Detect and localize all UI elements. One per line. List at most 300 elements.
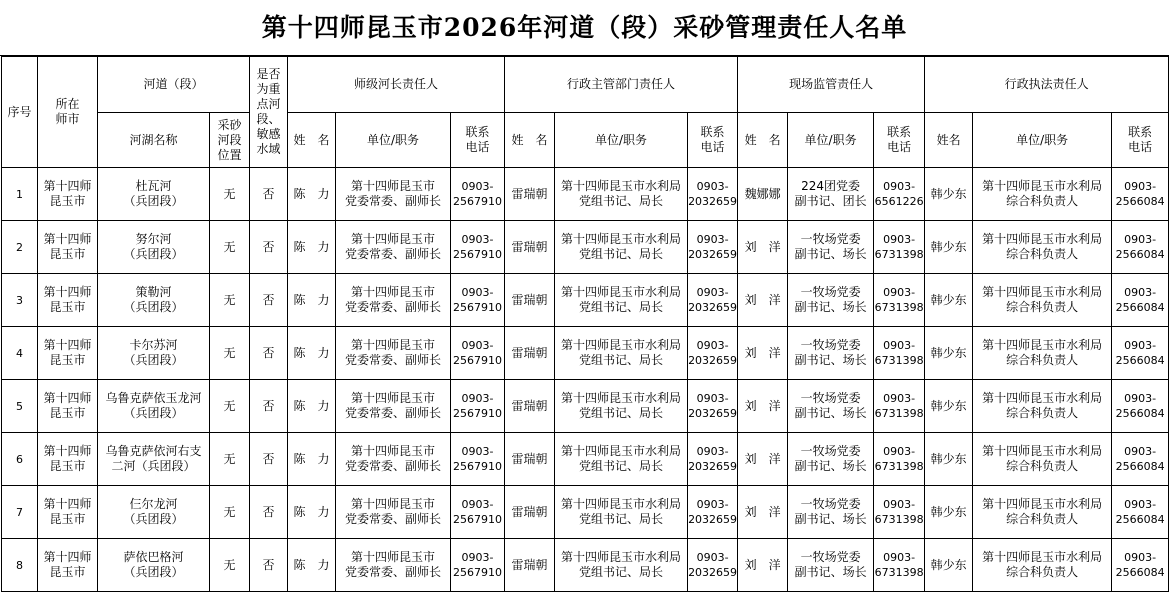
header-city-line: 所在 <box>55 97 80 111</box>
cell-river-line: 卡尔苏河 <box>129 338 178 352</box>
cell-city-line: 昆玉市 <box>49 194 86 208</box>
cell-site-unit <box>788 168 874 221</box>
cell-phone-line: 0903- <box>1124 551 1157 564</box>
cell-phone-line: 6731398 <box>874 248 924 261</box>
cell-river-line: （兵团段） <box>123 300 184 314</box>
cell-unit-line: 第十四师昆玉市水利局 <box>561 497 682 511</box>
cell-unit-line: 综合科负责人 <box>1006 247 1079 261</box>
cell-seq: 5 <box>2 380 38 433</box>
cell-unit-line: 综合科负责人 <box>1006 565 1079 579</box>
cell-admin-phone <box>688 327 738 380</box>
cell-city <box>38 168 98 221</box>
cell-admin-phone <box>688 168 738 221</box>
cell-unit-line: 党组书记、局长 <box>579 353 664 367</box>
cell-phone-line: 2567910 <box>453 354 503 367</box>
cell-city-line: 第十四师 <box>43 391 92 405</box>
cell-seq: 3 <box>2 274 38 327</box>
cell-phone-line: 0903- <box>461 392 494 405</box>
cell-phone-line: 0903- <box>883 551 916 564</box>
cell-key-section: 否 <box>250 539 288 592</box>
cell-seq: 7 <box>2 486 38 539</box>
cell-unit-line: 党委常委、副师长 <box>345 353 442 367</box>
cell-unit-line: 党委常委、副师长 <box>345 247 442 261</box>
cell-unit-line: 第十四师昆玉市水利局 <box>982 285 1103 299</box>
cell-city-line: 昆玉市 <box>49 512 86 526</box>
cell-law-phone <box>1112 380 1169 433</box>
cell-city-line: 昆玉市 <box>49 406 86 420</box>
cell-chief-name: 陈 力 <box>288 327 336 380</box>
cell-law-name: 韩少东 <box>925 274 973 327</box>
cell-unit-line: 党委常委、副师长 <box>345 512 442 526</box>
cell-unit-line: 第十四师昆玉市水利局 <box>561 391 682 405</box>
cell-phone-line: 2032659 <box>688 195 738 208</box>
cell-chief-name: 陈 力 <box>288 168 336 221</box>
cell-chief-unit <box>336 433 451 486</box>
cell-unit-line: 党委常委、副师长 <box>345 194 442 208</box>
cell-unit-line: 第十四师昆玉市水利局 <box>982 338 1103 352</box>
cell-river <box>98 221 210 274</box>
cell-phone-line: 2566084 <box>1115 195 1165 208</box>
cell-river-line: 杜瓦河 <box>135 179 172 193</box>
cell-law-phone <box>1112 539 1169 592</box>
cell-site-unit <box>788 327 874 380</box>
header-key-line: 段、 <box>256 112 281 126</box>
cell-chief-unit <box>336 327 451 380</box>
cell-phone-line: 2567910 <box>453 301 503 314</box>
table-row <box>2 168 1169 221</box>
cell-phone-line: 0903- <box>1124 392 1157 405</box>
cell-law-name: 韩少东 <box>925 168 973 221</box>
cell-river <box>98 539 210 592</box>
cell-chief-unit <box>336 486 451 539</box>
header-key-line: 水域 <box>256 142 281 156</box>
cell-unit-line: 一牧场党委 <box>800 550 861 564</box>
cell-phone-line: 6731398 <box>874 460 924 473</box>
cell-admin-name: 雷瑞朝 <box>505 274 555 327</box>
cell-site-unit <box>788 486 874 539</box>
cell-phone-line: 2032659 <box>688 354 738 367</box>
cell-city-line: 第十四师 <box>43 179 92 193</box>
cell-phone-line: 6731398 <box>874 407 924 420</box>
cell-admin-name: 雷瑞朝 <box>505 380 555 433</box>
cell-site-name: 刘 洋 <box>738 539 788 592</box>
cell-unit-line: 一牧场党委 <box>800 232 861 246</box>
cell-law-name: 韩少东 <box>925 433 973 486</box>
cell-city <box>38 380 98 433</box>
cell-chief-unit <box>336 221 451 274</box>
cell-unit-line: 224团党委 <box>801 179 861 193</box>
cell-city <box>38 486 98 539</box>
cell-chief-phone <box>451 327 505 380</box>
cell-unit-line: 综合科负责人 <box>1006 300 1079 314</box>
header-key-line: 为重 <box>256 82 281 96</box>
header-phone-line: 电话 <box>700 140 725 154</box>
cell-phone-line: 0903- <box>696 180 729 193</box>
table-row <box>2 221 1169 274</box>
cell-phone-line: 2567910 <box>453 460 503 473</box>
table-row <box>2 380 1169 433</box>
table-body <box>2 168 1169 592</box>
cell-phone-line: 2032659 <box>688 407 738 420</box>
cell-city-line: 昆玉市 <box>49 459 86 473</box>
cell-chief-name: 陈 力 <box>288 274 336 327</box>
cell-admin-name: 雷瑞朝 <box>505 168 555 221</box>
header-site-group: 现场监管责任人 <box>738 57 925 113</box>
cell-site-unit <box>788 433 874 486</box>
cell-phone-line: 0903- <box>1124 445 1157 458</box>
cell-unit-line: 综合科负责人 <box>1006 353 1079 367</box>
cell-chief-phone <box>451 539 505 592</box>
cell-unit-line: 综合科负责人 <box>1006 459 1079 473</box>
cell-phone-line: 2032659 <box>688 301 738 314</box>
cell-phone-line: 2566084 <box>1115 513 1165 526</box>
cell-phone-line: 6731398 <box>874 566 924 579</box>
cell-phone-line: 2567910 <box>453 407 503 420</box>
cell-river <box>98 168 210 221</box>
cell-phone-line: 0903- <box>696 286 729 299</box>
cell-unit-line: 第十四师昆玉市水利局 <box>561 338 682 352</box>
cell-phone-line: 0903- <box>696 392 729 405</box>
cell-unit-line: 副书记、场长 <box>794 512 867 526</box>
cell-admin-phone <box>688 433 738 486</box>
cell-city-line: 第十四师 <box>43 285 92 299</box>
header-site-phone <box>874 113 925 168</box>
cell-phone-line: 0903- <box>883 233 916 246</box>
cell-site-name: 刘 洋 <box>738 486 788 539</box>
cell-key-section: 否 <box>250 327 288 380</box>
cell-city-line: 第十四师 <box>43 444 92 458</box>
cell-unit-line: 党组书记、局长 <box>579 300 664 314</box>
cell-phone-line: 0903- <box>883 180 916 193</box>
cell-chief-phone <box>451 433 505 486</box>
cell-site-unit <box>788 539 874 592</box>
cell-admin-unit <box>555 433 688 486</box>
cell-site-phone <box>874 274 925 327</box>
cell-river-line: 努尔河 <box>135 232 172 246</box>
cell-phone-line: 0903- <box>696 339 729 352</box>
cell-river-line: 乌鲁克萨依玉龙河 <box>105 391 202 405</box>
cell-seq: 8 <box>2 539 38 592</box>
cell-phone-line: 0903- <box>696 233 729 246</box>
cell-admin-unit <box>555 221 688 274</box>
cell-seq: 4 <box>2 327 38 380</box>
header-admin-phone <box>688 113 738 168</box>
header-river-name: 河湖名称 <box>98 113 210 168</box>
cell-unit-line: 第十四师昆玉市 <box>351 179 436 193</box>
cell-law-phone <box>1112 433 1169 486</box>
cell-river <box>98 327 210 380</box>
cell-phone-line: 6731398 <box>874 301 924 314</box>
cell-phone-line: 2567910 <box>453 195 503 208</box>
cell-mining-pos: 无 <box>210 327 250 380</box>
header-law-phone <box>1112 113 1169 168</box>
header-chief-phone <box>451 113 505 168</box>
cell-unit-line: 第十四师昆玉市 <box>351 338 436 352</box>
cell-unit-line: 第十四师昆玉市水利局 <box>982 550 1103 564</box>
cell-admin-name: 雷瑞朝 <box>505 433 555 486</box>
header-admin-group: 行政主管部门责任人 <box>505 57 738 113</box>
cell-site-name: 刘 洋 <box>738 327 788 380</box>
cell-site-phone <box>874 486 925 539</box>
cell-phone-line: 2032659 <box>688 460 738 473</box>
cell-unit-line: 党组书记、局长 <box>579 565 664 579</box>
header-river-group: 河道（段） <box>98 57 250 113</box>
cell-river <box>98 380 210 433</box>
cell-unit-line: 综合科负责人 <box>1006 194 1079 208</box>
cell-unit-line: 第十四师昆玉市 <box>351 285 436 299</box>
cell-unit-line: 第十四师昆玉市水利局 <box>561 232 682 246</box>
cell-site-name: 刘 洋 <box>738 221 788 274</box>
cell-phone-line: 2566084 <box>1115 460 1165 473</box>
cell-phone-line: 2032659 <box>688 513 738 526</box>
header-chief-name: 姓 名 <box>288 113 336 168</box>
cell-mining-pos: 无 <box>210 433 250 486</box>
cell-unit-line: 副书记、场长 <box>794 353 867 367</box>
header-pos-line: 采砂 <box>217 117 242 132</box>
cell-unit-line: 一牧场党委 <box>800 497 861 511</box>
cell-chief-name: 陈 力 <box>288 433 336 486</box>
header-site-name: 姓 名 <box>738 113 788 168</box>
header-pos-line: 位置 <box>217 147 242 162</box>
header-law-group: 行政执法责任人 <box>925 57 1169 113</box>
cell-unit-line: 副书记、场长 <box>794 247 867 261</box>
cell-chief-unit <box>336 380 451 433</box>
cell-chief-name: 陈 力 <box>288 486 336 539</box>
header-phone-line: 电话 <box>1128 140 1153 154</box>
cell-phone-line: 2032659 <box>688 566 738 579</box>
header-key-section <box>250 57 288 168</box>
cell-city-line: 第十四师 <box>43 550 92 564</box>
cell-unit-line: 第十四师昆玉市 <box>351 550 436 564</box>
cell-phone-line: 2567910 <box>453 513 503 526</box>
cell-unit-line: 党委常委、副师长 <box>345 406 442 420</box>
cell-chief-phone <box>451 380 505 433</box>
cell-unit-line: 副书记、场长 <box>794 565 867 579</box>
header-phone-line: 联系 <box>1128 125 1153 139</box>
cell-phone-line: 0903- <box>883 286 916 299</box>
cell-phone-line: 0903- <box>461 180 494 193</box>
cell-unit-line: 第十四师昆玉市水利局 <box>561 179 682 193</box>
cell-river <box>98 433 210 486</box>
cell-unit-line: 党组书记、局长 <box>579 512 664 526</box>
cell-phone-line: 2032659 <box>688 248 738 261</box>
cell-unit-line: 第十四师昆玉市 <box>351 232 436 246</box>
cell-unit-line: 综合科负责人 <box>1006 406 1079 420</box>
cell-admin-unit <box>555 168 688 221</box>
cell-phone-line: 2566084 <box>1115 354 1165 367</box>
cell-admin-phone <box>688 380 738 433</box>
header-city-line: 师市 <box>55 112 80 126</box>
cell-key-section: 否 <box>250 433 288 486</box>
cell-law-phone <box>1112 274 1169 327</box>
cell-law-unit <box>973 486 1112 539</box>
header-law-name: 姓名 <box>925 113 973 168</box>
cell-phone-line: 0903- <box>1124 180 1157 193</box>
cell-unit-line: 第十四师昆玉市水利局 <box>561 550 682 564</box>
cell-unit-line: 党组书记、局长 <box>579 459 664 473</box>
cell-unit-line: 副书记、场长 <box>794 406 867 420</box>
cell-law-name: 韩少东 <box>925 221 973 274</box>
cell-river-line: 萨依巴格河 <box>123 550 184 564</box>
cell-phone-line: 0903- <box>883 445 916 458</box>
cell-phone-line: 0903- <box>1124 498 1157 511</box>
cell-chief-unit <box>336 539 451 592</box>
cell-mining-pos: 无 <box>210 168 250 221</box>
cell-site-phone <box>874 168 925 221</box>
cell-admin-phone <box>688 274 738 327</box>
cell-chief-unit <box>336 168 451 221</box>
cell-unit-line: 第十四师昆玉市水利局 <box>982 444 1103 458</box>
cell-river-line: （兵团段） <box>123 194 184 208</box>
header-seq: 序号 <box>2 57 38 168</box>
cell-chief-unit <box>336 274 451 327</box>
cell-seq: 6 <box>2 433 38 486</box>
cell-phone-line: 0903- <box>461 445 494 458</box>
cell-phone-line: 2566084 <box>1115 566 1165 579</box>
cell-chief-name: 陈 力 <box>288 539 336 592</box>
cell-key-section: 否 <box>250 168 288 221</box>
cell-phone-line: 0903- <box>883 498 916 511</box>
cell-phone-line: 0903- <box>883 392 916 405</box>
cell-phone-line: 0903- <box>461 286 494 299</box>
header-city <box>38 57 98 168</box>
cell-phone-line: 0903- <box>696 551 729 564</box>
cell-law-unit <box>973 539 1112 592</box>
cell-city-line: 昆玉市 <box>49 247 86 261</box>
cell-mining-pos: 无 <box>210 380 250 433</box>
cell-mining-pos: 无 <box>210 539 250 592</box>
cell-law-unit <box>973 274 1112 327</box>
header-phone-line: 电话 <box>465 140 490 154</box>
cell-city-line: 昆玉市 <box>49 300 86 314</box>
cell-chief-name: 陈 力 <box>288 221 336 274</box>
cell-phone-line: 0903- <box>461 551 494 564</box>
cell-admin-name: 雷瑞朝 <box>505 539 555 592</box>
header-key-line: 敏感 <box>256 127 281 141</box>
cell-key-section: 否 <box>250 221 288 274</box>
cell-unit-line: 第十四师昆玉市水利局 <box>982 232 1103 246</box>
cell-city <box>38 274 98 327</box>
cell-law-phone <box>1112 486 1169 539</box>
cell-mining-pos: 无 <box>210 486 250 539</box>
cell-unit-line: 党组书记、局长 <box>579 194 664 208</box>
cell-city-line: 第十四师 <box>43 232 92 246</box>
cell-site-name: 魏娜娜 <box>738 168 788 221</box>
cell-phone-line: 0903- <box>696 445 729 458</box>
cell-phone-line: 0903- <box>696 498 729 511</box>
cell-city <box>38 433 98 486</box>
cell-city-line: 昆玉市 <box>49 565 86 579</box>
cell-site-name: 刘 洋 <box>738 380 788 433</box>
cell-chief-phone <box>451 274 505 327</box>
cell-admin-unit <box>555 274 688 327</box>
cell-river-line: （兵团段） <box>123 353 184 367</box>
cell-chief-phone <box>451 168 505 221</box>
cell-phone-line: 0903- <box>883 339 916 352</box>
cell-phone-line: 0903- <box>1124 233 1157 246</box>
cell-river-line: （兵团段） <box>123 406 184 420</box>
header-mining-pos <box>210 113 250 168</box>
cell-river-line: 策勒河 <box>135 285 172 299</box>
cell-city <box>38 539 98 592</box>
cell-key-section: 否 <box>250 380 288 433</box>
cell-phone-line: 0903- <box>1124 286 1157 299</box>
cell-admin-unit <box>555 486 688 539</box>
cell-river-line: 二河（兵团段） <box>111 459 196 473</box>
cell-unit-line: 副书记、团长 <box>794 194 867 208</box>
cell-city-line: 昆玉市 <box>49 353 86 367</box>
cell-law-name: 韩少东 <box>925 486 973 539</box>
cell-unit-line: 第十四师昆玉市 <box>351 497 436 511</box>
cell-mining-pos: 无 <box>210 221 250 274</box>
header-chief-group: 师级河长责任人 <box>288 57 505 113</box>
cell-city <box>38 221 98 274</box>
cell-phone-line: 2566084 <box>1115 248 1165 261</box>
header-chief-unit: 单位/职务 <box>336 113 451 168</box>
cell-phone-line: 0903- <box>461 498 494 511</box>
cell-unit-line: 副书记、场长 <box>794 300 867 314</box>
cell-river-line: （兵团段） <box>123 512 184 526</box>
cell-unit-line: 第十四师昆玉市水利局 <box>982 497 1103 511</box>
table-row <box>2 486 1169 539</box>
cell-site-name: 刘 洋 <box>738 274 788 327</box>
cell-chief-phone <box>451 486 505 539</box>
cell-city-line: 第十四师 <box>43 338 92 352</box>
cell-unit-line: 一牧场党委 <box>800 338 861 352</box>
cell-law-unit <box>973 433 1112 486</box>
cell-law-unit <box>973 327 1112 380</box>
cell-river-line: 仨尔龙河 <box>129 497 178 511</box>
header-key-line: 是否 <box>256 67 281 81</box>
cell-admin-name: 雷瑞朝 <box>505 221 555 274</box>
cell-chief-name: 陈 力 <box>288 380 336 433</box>
cell-admin-phone <box>688 539 738 592</box>
cell-chief-phone <box>451 221 505 274</box>
header-pos-line: 河段 <box>217 132 242 147</box>
cell-phone-line: 6561226 <box>874 195 924 208</box>
cell-city <box>38 327 98 380</box>
cell-admin-unit <box>555 327 688 380</box>
cell-unit-line: 第十四师昆玉市水利局 <box>561 285 682 299</box>
cell-unit-line: 党委常委、副师长 <box>345 300 442 314</box>
cell-phone-line: 2567910 <box>453 566 503 579</box>
cell-river-line: （兵团段） <box>123 565 184 579</box>
cell-law-unit <box>973 221 1112 274</box>
table-row <box>2 274 1169 327</box>
cell-phone-line: 0903- <box>461 233 494 246</box>
cell-admin-phone <box>688 486 738 539</box>
cell-unit-line: 第十四师昆玉市水利局 <box>982 179 1103 193</box>
table-row <box>2 327 1169 380</box>
cell-unit-line: 副书记、场长 <box>794 459 867 473</box>
responsibility-table <box>1 56 1169 592</box>
cell-unit-line: 一牧场党委 <box>800 391 861 405</box>
cell-site-phone <box>874 433 925 486</box>
cell-phone-line: 2566084 <box>1115 407 1165 420</box>
header-phone-line: 联系 <box>887 125 912 139</box>
cell-law-phone <box>1112 221 1169 274</box>
cell-unit-line: 第十四师昆玉市 <box>351 391 436 405</box>
cell-law-phone <box>1112 327 1169 380</box>
cell-law-unit <box>973 380 1112 433</box>
header-key-line: 点河 <box>256 97 281 111</box>
cell-site-phone <box>874 221 925 274</box>
cell-site-name: 刘 洋 <box>738 433 788 486</box>
cell-unit-line: 第十四师昆玉市水利局 <box>982 391 1103 405</box>
cell-key-section: 否 <box>250 274 288 327</box>
cell-admin-phone <box>688 221 738 274</box>
header-law-unit: 单位/职务 <box>973 113 1112 168</box>
